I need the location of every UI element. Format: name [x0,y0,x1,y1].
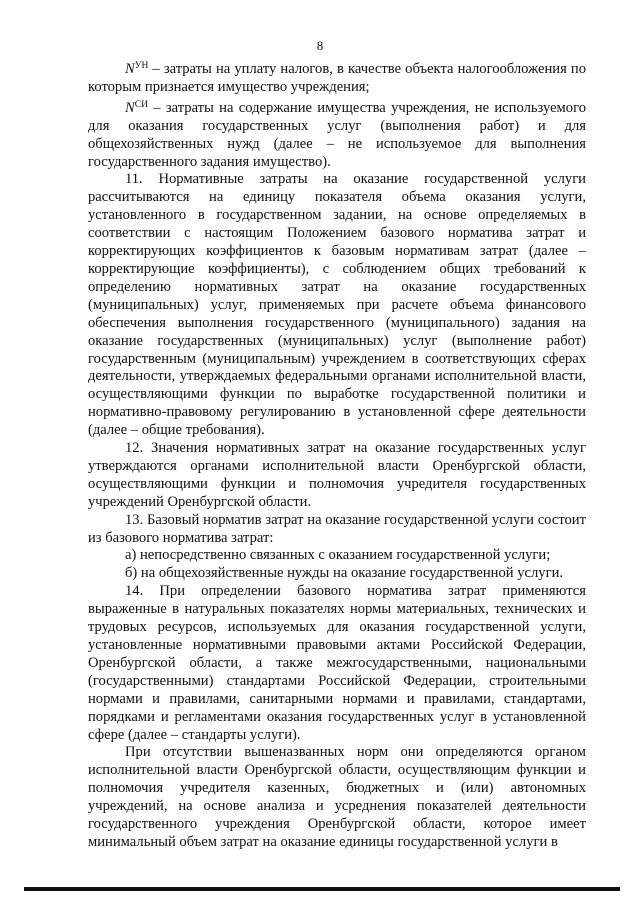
paragraph-14-continued: При отсутствии вышеназванных норм они определяются органом исполнительной власти Оренбургской области, осуществляющим функции и полномочия учредителя казенных, бюджетных и (или) автономных учреждений, на основе анализа и усреднения показателей деятельности государственного учреждения Оренбургской области, которое имеет минимальный объем затрат на оказание единицы государственной услуги в [88,744,586,850]
paragraph-14: 14. При определении базового норматива затрат применяются выраженные в натуральных показателях нормы материальных, технических и трудовых ресурсов, используемых для оказания государственной услуги, установленные нормативными правовыми актами Российской Федерации, Оренбургской области, а также межгосударственными, национальными (государственными) стандартами Российской Федерации, строительными нормами и правилами, санитарными нормами и правилами, стандартами, порядками и регламентами оказания государственных услуг в установленной сфере (далее – стандарты услуги). [88,583,586,743]
paragraph-n-un: $N^{УН}$ – затраты на уплату налогов, в качестве объекта налогообложения по которым признается имущество учреждения; [88,61,586,95]
paragraph-12: 12. Значения нормативных затрат на оказание государственных услуг утверждаются органами исполнительной власти Оренбургской области, осуществляющими функции и полномочия учредителя государственных учреждений Оренбургской области. [88,440,586,510]
symbol-n-un: $N^{УН}$ [125,61,149,77]
document-body [88,58,586,852]
paragraph-n-si: $N^{СИ}$ – затраты на содержание имущества учреждения, не используемого для оказания государственных услуг (выполнения работ) и для общехозяйственных нужд (далее – не используемое для выполнения государственного задания имущество). [88,99,586,170]
paragraph-13-b: б) на общехозяйственные нужды на оказание государственной услуги. [125,565,564,582]
bottom-rule [24,887,620,891]
symbol-n-si: $N^{СИ}$ [125,99,148,116]
paragraph-13: 13. Базовый норматив затрат на оказание государственной услуги состоит из базового норматива затрат: [88,511,586,546]
paragraph-11: 11. Нормативные затраты на оказание государственной услуги рассчитываются на единицу показателя объема оказания услуги, установленного в государственном задании, на основе определяемых в соответствии с настоящим Положением базового норматива затрат и корректирующих коэффициентов к базовым нормативам затрат (далее – корректирующие коэффициенты), с соблюдением общих требований к определению нормативных затрат на оказание государственных (муниципальных) услуг, применяемых при расчете объема финансового обеспечения выполнения государственного (муниципального) задания на оказание государственных (муниципальных) услуг (выполнение работ) государственным (муниципальным) учреждением в соответствующих сферах деятельности, утверждаемых федеральными органами исполнительной власти, осуществляющими функции по выработке государственной политики и нормативно-правовому регулированию в установленной сфере деятельности (далее – общие требования). [88,171,586,439]
paragraph-13-a: а) непосредственно связанных с оказанием государственной услуги; [125,547,551,564]
page-number: 8 [316,38,324,53]
